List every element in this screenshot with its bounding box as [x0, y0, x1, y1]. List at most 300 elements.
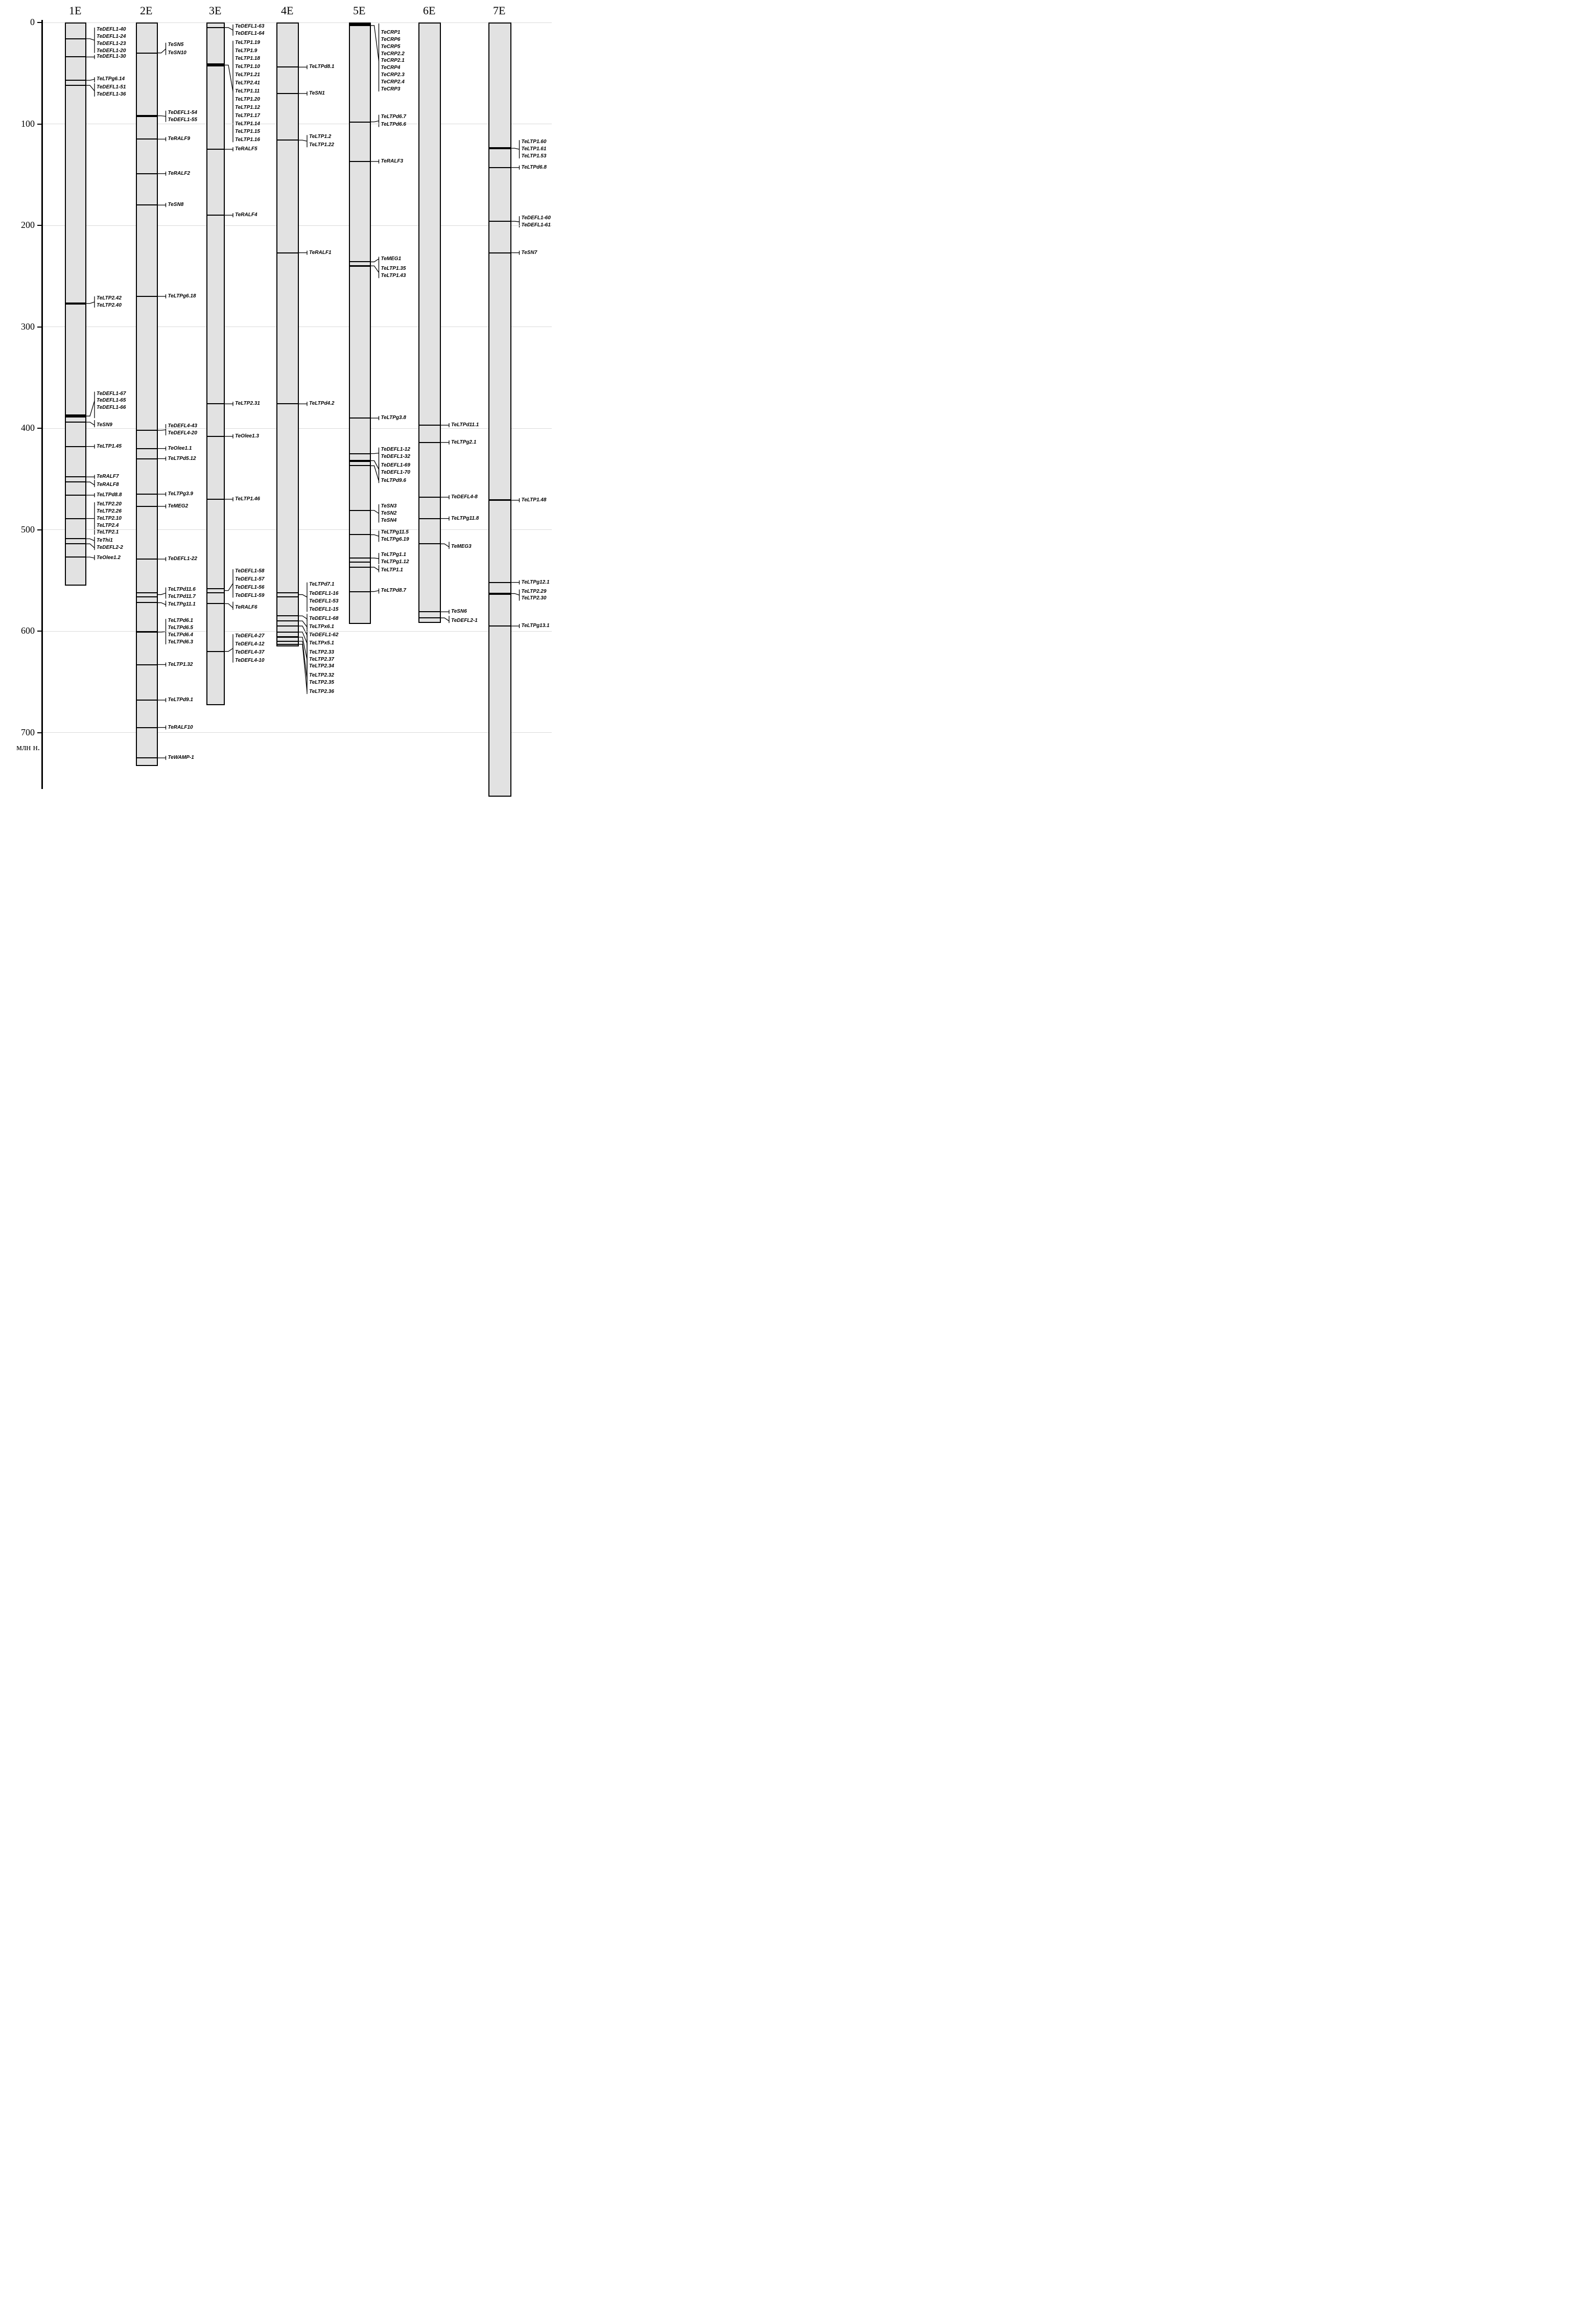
gene-label: TeDEFL1-23 — [97, 40, 126, 47]
gene-label: TeLTP1.18 — [235, 56, 260, 62]
connector — [371, 121, 379, 122]
gene-label: TeDEFL1-68 — [309, 616, 339, 622]
gene-label: TeLTPx5.1 — [309, 640, 334, 646]
chromosome-bar-7E — [488, 22, 511, 797]
band — [419, 425, 440, 426]
gene-label: TeLTP1.17 — [235, 112, 260, 119]
gene-label: TeLTP2.26 — [97, 508, 122, 514]
chromosome-title-2E: 2E — [140, 4, 153, 17]
band — [277, 625, 298, 626]
gene-label: TeDEFL1-20 — [97, 48, 126, 54]
gene-label: TeOlee1.2 — [97, 555, 121, 561]
gene-label: TeLTP2.37 — [309, 656, 334, 662]
band — [65, 495, 86, 496]
gene-label: TeLTP1.15 — [235, 129, 260, 135]
axis-tick-label-700: 700 — [21, 727, 35, 737]
connector — [299, 595, 307, 597]
band — [419, 611, 440, 612]
band — [136, 173, 157, 174]
band — [489, 221, 511, 222]
gene-label: TeLTPg11.8 — [451, 515, 479, 521]
gene-label: TeLTP2.31 — [235, 401, 260, 407]
gene-label: TeDEFL4-10 — [235, 657, 265, 663]
connector — [86, 482, 95, 485]
gene-label: TeDEFL1-65 — [97, 398, 126, 404]
axis-tick-label-400: 400 — [21, 423, 35, 433]
band — [207, 215, 224, 216]
gene-label: TeSN8 — [168, 202, 184, 208]
band — [489, 593, 511, 595]
band — [277, 252, 298, 253]
band — [136, 506, 157, 507]
gene-label: TeLTPd8.8 — [97, 492, 122, 498]
chromosome-title-4E: 4E — [281, 4, 294, 17]
connector — [86, 39, 95, 40]
gene-label: TeLTP2.36 — [309, 689, 334, 695]
gene-label: TeLTP2.1 — [97, 529, 119, 536]
band — [349, 562, 370, 563]
gene-label: TeThi1 — [97, 538, 113, 544]
band — [349, 460, 370, 462]
gene-label: TeRALF4 — [235, 212, 257, 218]
gridline-700 — [43, 732, 552, 733]
gene-label: TeCRP2.1 — [381, 58, 405, 64]
connector — [86, 539, 95, 541]
axis-tick-label-0: 0 — [30, 17, 35, 27]
gene-label: TeLTP1.14 — [235, 121, 260, 127]
band — [136, 596, 157, 597]
connector — [441, 544, 449, 547]
gene-label: TeDEFL1-24 — [97, 33, 126, 39]
band — [349, 265, 370, 267]
axis-tick-label-300: 300 — [21, 321, 35, 332]
axis-line — [41, 20, 43, 789]
gene-label: TeLTPd6.7 — [381, 113, 406, 120]
connector — [158, 49, 166, 53]
band — [136, 448, 157, 449]
band — [65, 85, 86, 86]
band — [136, 115, 157, 117]
band — [65, 414, 86, 417]
gene-label: TeLTPd11.7 — [168, 593, 196, 599]
band — [136, 494, 157, 495]
band — [349, 23, 370, 26]
gene-label: TeDEFL1-57 — [235, 576, 265, 582]
band — [65, 518, 86, 519]
band — [349, 591, 370, 592]
band — [277, 641, 298, 642]
connector — [299, 616, 307, 619]
band — [136, 664, 157, 665]
gene-label: TeSN6 — [451, 609, 467, 615]
connector — [371, 266, 379, 272]
gene-label: TeLTPx6.1 — [309, 624, 334, 630]
connector — [511, 594, 520, 595]
gene-label: TeDEFL1-64 — [235, 30, 265, 36]
connector — [225, 584, 233, 591]
gene-label: TeDEFL1-32 — [381, 453, 410, 459]
gene-label: TeDEFL4-8 — [451, 494, 478, 500]
band — [207, 603, 224, 604]
band — [136, 559, 157, 560]
band — [277, 140, 298, 141]
gene-label: TeLTP1.22 — [309, 142, 334, 148]
gene-label: TeSN1 — [309, 90, 325, 96]
connector — [86, 85, 95, 91]
gene-label: TeDEFL1-69 — [381, 462, 410, 469]
band — [277, 620, 298, 621]
connector — [371, 535, 379, 536]
gene-label: TeLTPd11.6 — [168, 586, 196, 592]
band — [349, 161, 370, 162]
band — [65, 80, 86, 81]
gene-label: TeCRP4 — [381, 65, 401, 71]
band — [136, 430, 157, 431]
gene-label: TeSN7 — [521, 249, 537, 256]
band — [65, 538, 86, 539]
band — [277, 632, 298, 633]
band — [419, 543, 440, 544]
gene-label: TeLTP2.41 — [235, 80, 260, 86]
band — [349, 558, 370, 559]
gene-label: TeLTPd6.1 — [168, 618, 193, 624]
gene-label: TeLTPd6.6 — [381, 122, 406, 128]
gene-label: TeCRP5 — [381, 43, 401, 50]
gene-label: TeRALF10 — [168, 724, 193, 730]
band — [277, 596, 298, 597]
band — [207, 27, 224, 28]
gene-label: TeDEFL1-60 — [521, 215, 551, 221]
connector — [371, 591, 379, 592]
connector — [86, 302, 95, 304]
gene-label: TeCRP2.3 — [381, 72, 405, 78]
gene-label: TeLTP1.32 — [168, 661, 193, 667]
connector — [86, 401, 95, 416]
gene-label: TeDEFL1-15 — [309, 607, 339, 613]
gene-label: TeLTPg11.1 — [168, 601, 196, 608]
gene-label: TeLTP1.53 — [521, 153, 547, 159]
gene-label: TeDEFL1-53 — [309, 598, 339, 605]
band — [277, 66, 298, 67]
gene-label: TeDEFL1-63 — [235, 23, 265, 29]
band — [349, 534, 370, 535]
gene-label: TeDEFL1-22 — [168, 556, 197, 562]
gene-label: TeSN3 — [381, 503, 397, 509]
gene-label: TeLTPg2.1 — [451, 439, 477, 445]
band — [136, 53, 157, 54]
connector — [511, 148, 520, 149]
gene-label: TeLTP1.1 — [381, 567, 403, 573]
gene-label: TeDEFL1-30 — [97, 54, 126, 60]
band — [136, 458, 157, 459]
gene-label: TeDEFL4-37 — [235, 649, 265, 655]
gene-label: TeLTP2.42 — [97, 295, 122, 301]
axis-tick-label-500: 500 — [21, 524, 35, 535]
gene-label: TeLTPd9.1 — [168, 697, 193, 703]
band — [349, 122, 370, 123]
band — [277, 403, 298, 404]
gene-label: TeLTPg13.1 — [521, 623, 550, 629]
gene-label: TeMEG1 — [381, 256, 402, 262]
gene-label: TeDEFL4-43 — [168, 423, 197, 429]
gene-label: TeRALF1 — [309, 249, 332, 256]
chromosome-title-1E: 1E — [69, 4, 82, 17]
gene-label: TeDEFL4-12 — [235, 641, 265, 647]
band — [207, 588, 224, 589]
gene-label: TeLTPd6.3 — [168, 639, 193, 645]
gene-label: TeLTP1.48 — [521, 497, 547, 503]
gene-label: TeLTP1.12 — [235, 104, 260, 110]
gene-label: TeCRP2.2 — [381, 51, 405, 57]
connector — [86, 544, 95, 548]
gene-label: TeLTP2.20 — [97, 501, 122, 507]
gene-label: TeLTPg6.14 — [97, 76, 125, 82]
gene-label: TeLTP1.35 — [381, 266, 406, 272]
band — [277, 644, 298, 645]
gene-label: TeLTPg12.1 — [521, 579, 550, 585]
band — [136, 700, 157, 701]
band — [136, 138, 157, 140]
gene-label: TeLTP1.45 — [97, 443, 122, 449]
gene-label: TeDEFL1-56 — [235, 584, 265, 590]
band — [489, 147, 511, 149]
connector — [225, 28, 233, 30]
band — [65, 476, 86, 477]
gene-label: TeDEFL1-67 — [97, 390, 126, 397]
chromosome-title-7E: 7E — [493, 4, 506, 17]
connector — [371, 558, 379, 559]
gene-label: TeLTP2.35 — [309, 680, 334, 686]
gene-label: TeLTP2.34 — [309, 663, 334, 669]
connector — [371, 26, 379, 61]
connector — [371, 466, 379, 481]
band — [207, 149, 224, 150]
gene-label: TeLTP1.20 — [235, 96, 260, 102]
connector — [371, 453, 379, 454]
chromosome-bar-2E — [136, 22, 158, 766]
gene-label: TeLTP2.10 — [97, 515, 122, 521]
connector — [86, 79, 95, 80]
gene-label: TeRALF8 — [97, 482, 119, 488]
gene-label: TeCRP2.4 — [381, 79, 405, 85]
gene-label: TeLTP2.30 — [521, 595, 547, 601]
gene-label: TeDEFL2-1 — [451, 618, 478, 624]
connector — [86, 422, 95, 425]
chromosome-bar-4E — [276, 22, 299, 646]
band — [136, 631, 157, 633]
band — [65, 56, 86, 57]
band — [349, 261, 370, 262]
gene-label: TeLTP2.4 — [97, 522, 119, 528]
band — [489, 167, 511, 168]
band — [136, 592, 157, 593]
gene-label: TeLTP2.32 — [309, 672, 334, 679]
gene-label: TeCRP6 — [381, 36, 401, 42]
band — [136, 757, 157, 758]
connector — [158, 116, 166, 117]
gene-label: TeLTPd4.2 — [309, 401, 335, 407]
band — [349, 417, 370, 419]
gene-label: TeDEFL1-40 — [97, 26, 126, 32]
connector — [299, 632, 307, 643]
band — [65, 38, 86, 39]
band — [207, 63, 224, 66]
band — [65, 303, 86, 305]
axis-tick-label-600: 600 — [21, 625, 35, 636]
band — [277, 592, 298, 593]
band — [349, 510, 370, 511]
gene-label: TeLTPg3.9 — [168, 491, 193, 497]
gene-label: TeLTPd6.8 — [521, 164, 547, 170]
gene-label: TeDEFL1-59 — [235, 592, 265, 598]
gene-label: TeDEFL2-2 — [97, 545, 123, 551]
axis-unit-label: млн н. — [16, 742, 40, 752]
connector — [158, 602, 166, 605]
connector — [441, 618, 449, 621]
connector — [511, 221, 520, 222]
band — [489, 582, 511, 583]
band — [65, 446, 86, 447]
connector — [371, 510, 379, 514]
connector — [299, 140, 307, 141]
gene-label: TeLTP1.16 — [235, 137, 260, 143]
chromosome-title-6E: 6E — [423, 4, 436, 17]
band — [489, 625, 511, 626]
connector — [158, 593, 166, 595]
connector — [225, 604, 233, 608]
band — [277, 615, 298, 616]
gene-label: TeMEG2 — [168, 503, 189, 509]
gene-label: TeWAMP-1 — [168, 755, 194, 761]
gene-label: TeDEFL1-70 — [381, 470, 410, 476]
gene-label: TeOlee1.3 — [235, 433, 259, 439]
band — [207, 592, 224, 593]
band — [136, 296, 157, 297]
axis-tick-label-200: 200 — [21, 220, 35, 230]
band — [419, 497, 440, 498]
gene-label: TeLTP1.21 — [235, 72, 260, 78]
gene-label: TeDEFL1-62 — [309, 632, 339, 638]
band — [136, 727, 157, 728]
axis-tick-label-100: 100 — [21, 118, 35, 129]
gene-label: TeLTP1.9 — [235, 48, 257, 54]
gene-label: TeSN5 — [168, 41, 184, 48]
gene-label: TeLTPd6.4 — [168, 632, 193, 638]
band — [349, 567, 370, 568]
gene-label: TeDEFL1-55 — [168, 117, 197, 123]
band — [65, 543, 86, 544]
gene-label: TeLTP1.43 — [381, 273, 406, 279]
gene-label: TeRALF2 — [168, 170, 191, 176]
connector — [225, 648, 233, 652]
gene-label: TeDEFL1-16 — [309, 590, 339, 596]
band — [419, 518, 440, 519]
gene-label: TeRALF7 — [97, 474, 119, 480]
gene-label: TeDEFL1-61 — [521, 222, 551, 228]
gene-label: TeRALF3 — [381, 158, 404, 164]
connector — [371, 567, 379, 570]
gene-label: TeLTPg3.8 — [381, 415, 406, 421]
gene-label: TeOlee1.1 — [168, 445, 192, 451]
band — [65, 556, 86, 558]
chromosome-map — [0, 0, 552, 802]
gene-label: TeDEFL1-36 — [97, 91, 126, 97]
gene-label: TeDEFL1-54 — [168, 109, 197, 115]
band — [489, 252, 511, 253]
gene-label: TeSN2 — [381, 510, 397, 516]
connector — [225, 65, 233, 91]
gene-label: TeLTPd8.1 — [309, 64, 335, 70]
band — [489, 499, 511, 501]
gene-label: TeLTPg1.12 — [381, 559, 409, 565]
gene-label: TeDEFL4-27 — [235, 633, 265, 639]
gene-label: TeLTP1.61 — [521, 146, 547, 152]
gene-label: TeDEFL1-58 — [235, 568, 265, 574]
chromosome-title-3E: 3E — [209, 4, 222, 17]
connector — [371, 259, 379, 262]
gene-label: TeLTP1.60 — [521, 139, 547, 145]
gene-label: TeLTPd11.1 — [451, 422, 479, 428]
gene-label: TeLTPd9.6 — [381, 478, 406, 484]
gene-label: TeLTPg1.1 — [381, 552, 406, 558]
connector — [86, 557, 95, 558]
gene-label: TeRALF5 — [235, 146, 257, 152]
band — [349, 465, 370, 466]
gene-label: TeLTPd7.1 — [309, 581, 335, 587]
band — [136, 204, 157, 205]
gene-label: TeCRP1 — [381, 29, 401, 35]
band — [419, 617, 440, 618]
band — [277, 93, 298, 94]
band — [207, 499, 224, 500]
band — [207, 403, 224, 404]
gene-label: TeMEG3 — [451, 544, 472, 550]
band — [65, 422, 86, 423]
gene-label: TeLTPg11.5 — [381, 529, 409, 536]
gene-label: TeDEFL4-20 — [168, 430, 197, 436]
band — [419, 442, 440, 443]
gene-label: TeLTP1.19 — [235, 39, 260, 45]
band — [207, 436, 224, 437]
gene-label: TeSN9 — [97, 422, 112, 428]
band — [65, 481, 86, 482]
chromosome-title-5E: 5E — [353, 4, 366, 17]
gene-label: TeLTP1.10 — [235, 64, 260, 70]
band — [349, 453, 370, 454]
gene-label: TeRALF9 — [168, 136, 191, 142]
gene-label: TeDEFL1-51 — [97, 84, 126, 90]
gene-label: TeLTP2.33 — [309, 649, 334, 655]
gene-label: TeSN10 — [168, 50, 186, 56]
gene-label: TeLTPg6.19 — [381, 537, 409, 543]
gene-label: TeDEFL1-12 — [381, 446, 410, 452]
gene-label: TeRALF6 — [235, 605, 257, 611]
gene-label: TeLTP1.11 — [235, 88, 260, 94]
gene-label: TeLTPd8.7 — [381, 587, 406, 593]
chromosome-bar-6E — [418, 22, 441, 623]
gene-label: TeLTPd5.12 — [168, 455, 196, 461]
gene-label: TeLTP2.29 — [521, 588, 547, 594]
gene-label: TeDEFL1-66 — [97, 405, 126, 411]
gene-label: TeCRP3 — [381, 86, 401, 92]
gene-label: TeLTP1.46 — [235, 496, 260, 502]
gene-label: TeLTP1.2 — [309, 134, 332, 140]
gene-label: TeSN4 — [381, 517, 397, 523]
band — [277, 636, 298, 638]
gene-label: TeLTPd6.5 — [168, 625, 193, 631]
band — [136, 602, 157, 603]
band — [207, 651, 224, 652]
